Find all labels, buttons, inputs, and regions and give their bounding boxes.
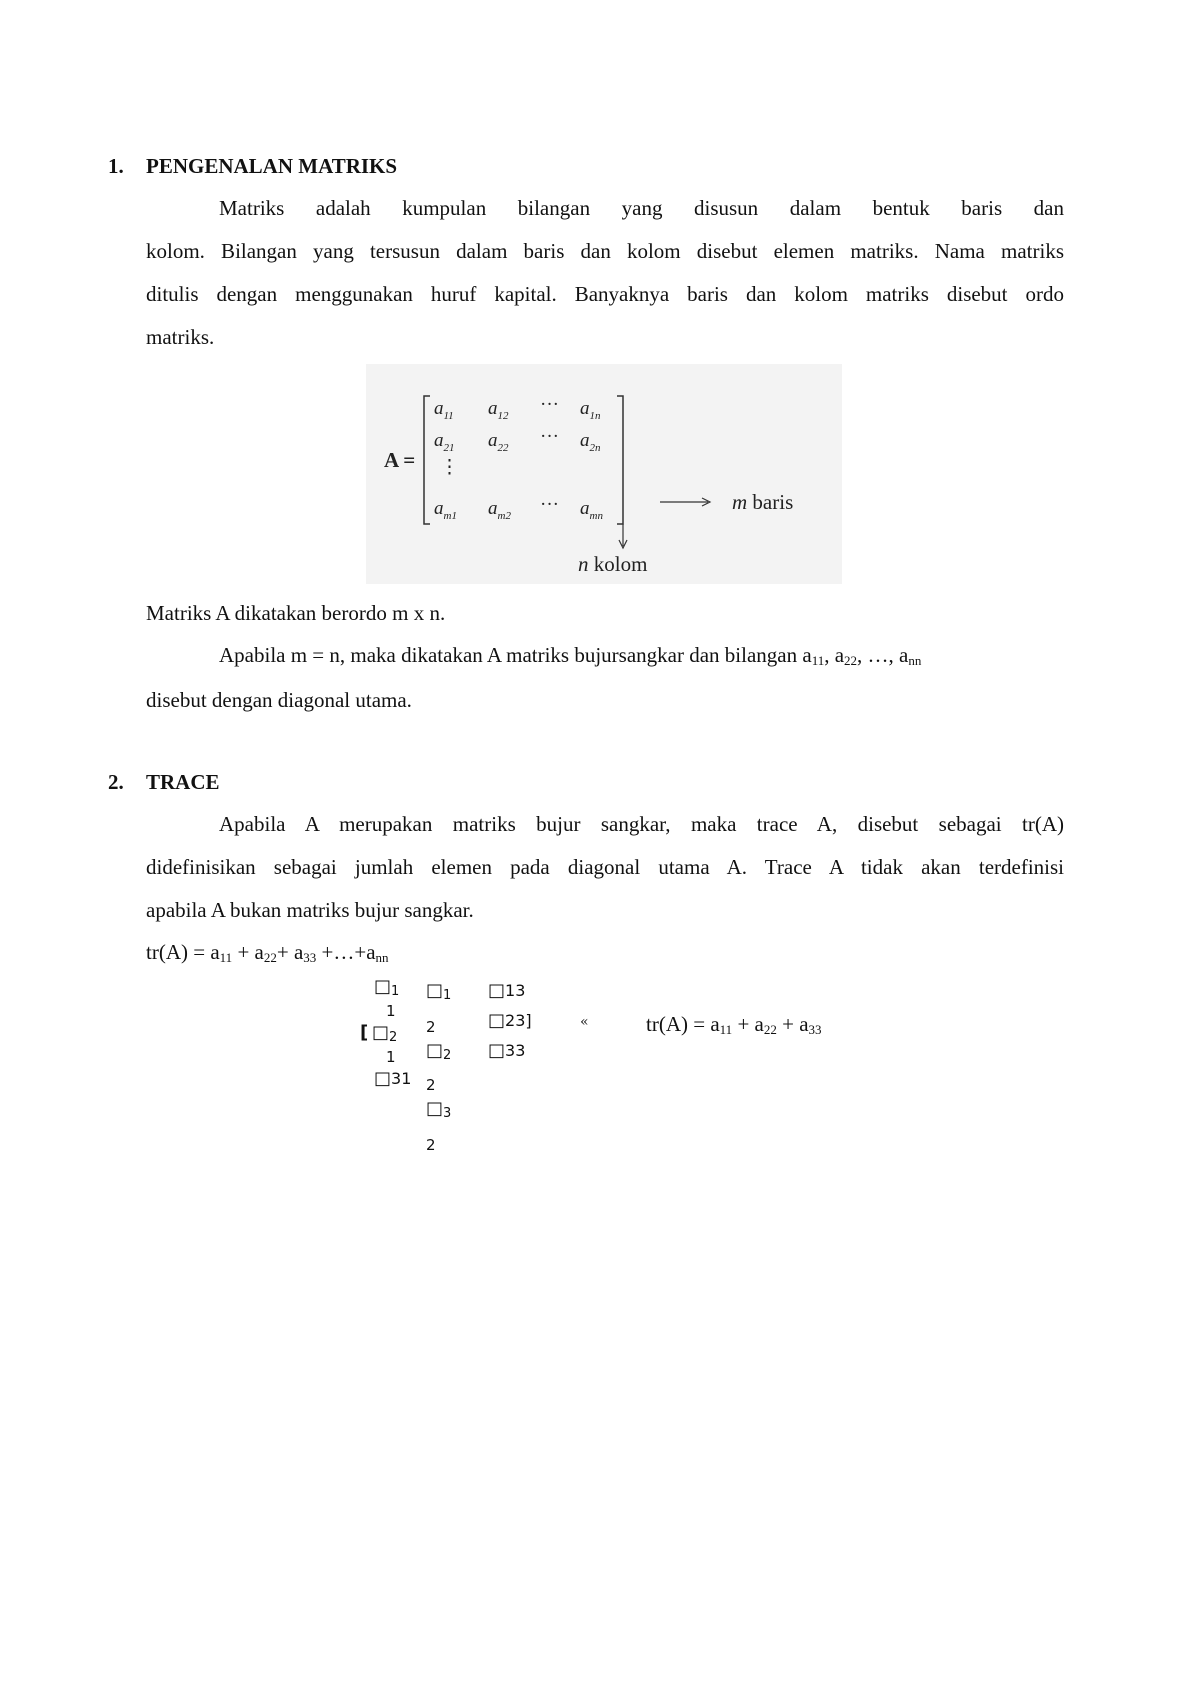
element-amn: $a_{mn}$ <box>580 498 603 522</box>
row-label: m baris <box>732 490 794 514</box>
cell-23-glyph: □23] <box>488 1010 532 1031</box>
cell-31-glyph: □31 <box>374 1068 412 1089</box>
cell-11-glyph: $□_1$ <box>374 976 400 999</box>
cell-33-glyph: □33 <box>488 1040 526 1061</box>
cell-12-glyph: $□_1$ <box>426 980 452 1003</box>
matrix-left-bracket: [ <box>360 1022 369 1043</box>
element-am2: $a_{m2}$ <box>488 498 511 522</box>
cell-32-glyph: $□_3$ <box>426 1098 452 1121</box>
para1-line3: ditulis dengan menggunakan huruf kapital. Banyaknya baris dan kolom matriks disebut ordo <box>146 282 1064 306</box>
column-label: n kolom <box>578 552 648 576</box>
vdots: ⋮ <box>440 457 459 478</box>
hdots-row-m: ··· <box>540 494 559 515</box>
section-2-title: TRACE <box>146 770 220 794</box>
element-am1: $a_{m1}$ <box>434 498 457 522</box>
hdots-row2: ··· <box>540 426 559 447</box>
trace-para-line1: Apabila A merupakan matriks bujur sangkar, maka trace A, disebut sebagai tr(A) <box>219 812 1064 836</box>
implies-symbol: « <box>580 1014 589 1030</box>
section-1-title: PENGENALAN MATRIKS <box>146 154 398 178</box>
para2-line1: Apabila m = n, maka dikatakan A matriks bujursangkar dan bilangan $a_{11}$, $a_{22}$, …, $a_{nn}$ <box>219 643 922 668</box>
trace-para-line2: didefinisikan sebagai jumlah elemen pada diagonal utama A. Trace A tidak akan terdefinisi <box>146 855 1064 879</box>
cell-22-glyph: $□_2$ <box>426 1040 452 1063</box>
element-a11: $a_{11}$ <box>434 398 454 422</box>
cell-21-glyph: $□_2$ <box>372 1022 398 1045</box>
section-1-number: 1. <box>108 154 124 178</box>
element-a22: $a_{22}$ <box>488 430 509 454</box>
trace-result: $tr(A) = a_{11} + a_{22} + a_{33}$ <box>646 1012 822 1037</box>
element-a1n: $a_{1n}$ <box>580 398 601 422</box>
cell-32-sub: 2 <box>426 1136 436 1154</box>
section-2-number: 2. <box>108 770 124 794</box>
cell-12-sub: 2 <box>426 1018 436 1036</box>
cell-13-glyph: □13 <box>488 980 526 1001</box>
cell-22-sub: 2 <box>426 1076 436 1094</box>
para1-line1: Matriks adalah kumpulan bilangan yang disusun dalam bentuk baris dan <box>219 196 1064 220</box>
hdots-row1: ··· <box>540 394 559 415</box>
element-a12: $a_{12}$ <box>488 398 509 422</box>
trace-formula: $tr(A) = a_{11} + a_{22}+ a_{33}$ $+\dots+a_{nn}$ <box>146 940 389 965</box>
element-a2n: $a_{2n}$ <box>580 430 601 454</box>
para2-line2: disebut dengan diagonal utama. <box>146 688 412 712</box>
trace-para-line3: apabila A bukan matriks bujur sangkar. <box>146 898 474 922</box>
cell-21-sub: 1 <box>386 1048 396 1066</box>
para1-line2: kolom. Bilangan yang tersusun dalam baris dan kolom disebut elemen matriks. Nama matriks <box>146 239 1064 263</box>
element-a21: $a_{21}$ <box>434 430 455 454</box>
matrix-lhs: A = <box>384 448 416 472</box>
para1-line4: matriks. <box>146 325 215 349</box>
ordo-line: Matriks A dikatakan berordo m x n. <box>146 601 446 625</box>
cell-11-sub: 1 <box>386 1002 396 1020</box>
